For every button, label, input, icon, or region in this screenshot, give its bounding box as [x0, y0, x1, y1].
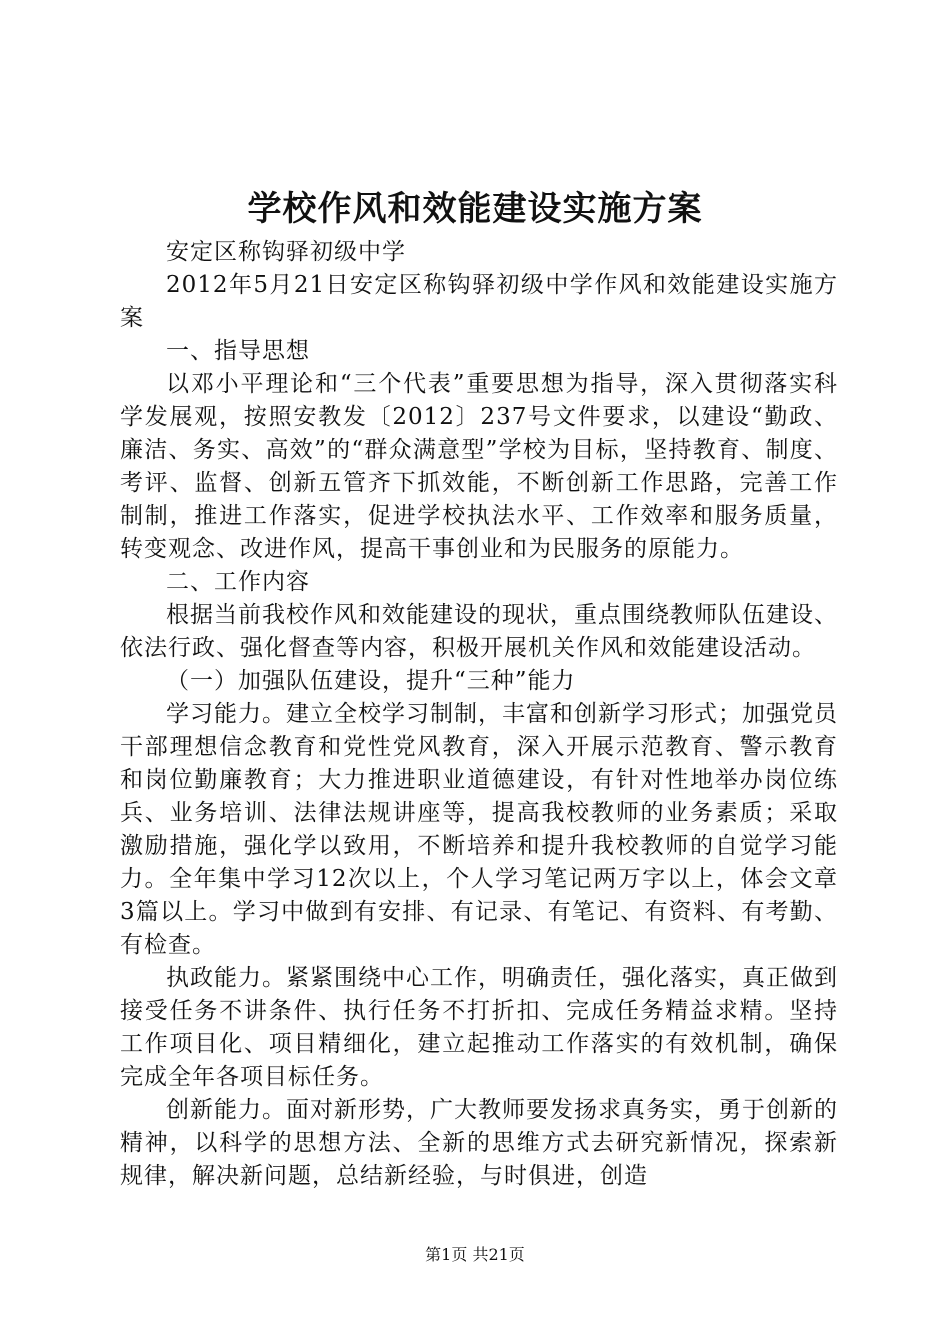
document-body	[120, 236, 838, 1193]
section-heading-guiding-ideology: 一、指导思想	[166, 338, 310, 364]
document-title: 学校作风和效能建设实施方案	[247, 189, 703, 229]
paragraph-learning-ability: 学习能力。建立全校学习制制，丰富和创新学习形式；加强党员干部理想信念教育和党性党风教育，深入开展示范教育、警示教育和岗位勤廉教育；大力推进职业道德建设，有针对性地举办岗位练兵、业务培训、法律法规讲座等，提高我校教师的业务素质；采取激励措施，强化学以致用，不断培养和提升我校教师的自觉学习能力。全年集中学习12次以上，个人学习笔记两万字以上，体会文章3篇以上。学习中做到有安排、有记录、有笔记、有资料、有考勤、有检查。	[120, 701, 838, 958]
paragraph-governing-ability: 执政能力。紧紧围绕中心工作，明确责任，强化落实，真正做到接受任务不讲条件、执行任务不打折扣、完成任务精益求精。坚持工作项目化、项目精细化，建立起推动工作落实的有效机制，确保完成全年各项目标任务。	[120, 965, 838, 1090]
section-heading-work-content: 二、工作内容	[166, 569, 310, 595]
page-footer: 第1页 共21页	[425, 1245, 525, 1264]
subsection-heading-team-building: （一）加强队伍建设，提升“三种”能力	[166, 668, 576, 694]
paragraph-guiding-ideology: 以邓小平理论和“三个代表”重要思想为指导，深入贯彻落实科学发展观，按照安教发〔2012〕237号文件要求，以建设“勤政、廉洁、务实、高效”的“群众满意型”学校为目标，坚持教育、制度、考评、监督、创新五管齐下抓效能，不断创新工作思路，完善工作制制，推进工作落实，促进学校执法水平、工作效率和服务质量，转变观念、改进作风，提高干事创业和为民服务的原能力。	[120, 371, 838, 562]
paragraph-innovation-ability: 创新能力。面对新形势，广大教师要发扬求真务实，勇于创新的精神，以科学的思想方法、全新的思维方式去研究新情况，探索新规律，解决新问题，总结新经验，与时俱进，创造	[120, 1097, 838, 1189]
school-name: 安定区称钩驿初级中学	[166, 239, 406, 265]
paragraph-work-content: 根据当前我校作风和效能建设的现状，重点围绕教师队伍建设、依法行政、强化督查等内容，积极开展机关作风和效能建设活动。	[120, 602, 838, 661]
date-and-subtitle: 2012年5月21日安定区称钩驿初级中学作风和效能建设实施方案	[120, 272, 838, 331]
